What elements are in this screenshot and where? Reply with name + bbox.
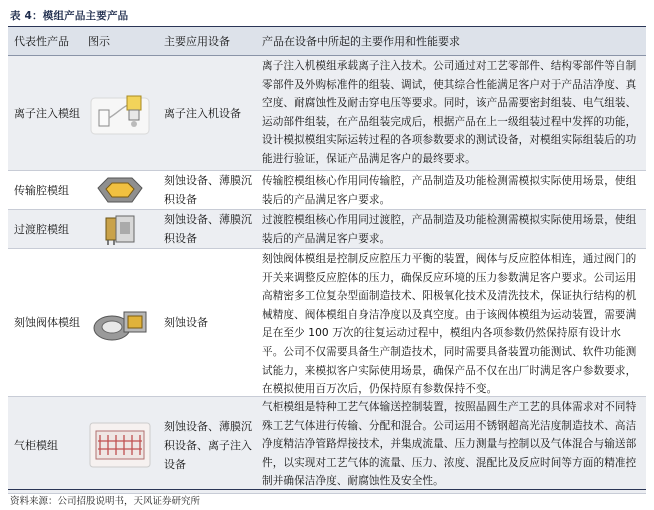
row-name: 过渡腔模组 <box>14 222 69 236</box>
row-equipment: 刻蚀设备、薄膜沉积设备 <box>164 213 252 245</box>
row-description: 过渡腔模组核心作用同过渡腔，产品制造及功能检测需模拟实际使用场景，使组装后的产品满足客户要求。 <box>262 214 637 245</box>
row-description: 气柜模组是特种工艺气体输送控制装置，按照晶圆生产工艺的具体需求对不同特殊工艺气体进行传输、分配和混合。公司运用不锈钢超高光洁度制造技术、高洁净度精洁净管路焊接技术，并集成流量、压力测量与控制以及气体混合与输送部件，以实现对工艺气体的流量、压力、浓度、混配比及反应时间等方面的精准控制并确保洁净度、耐腐蚀性及安全性。 <box>262 401 637 488</box>
table-row <box>8 397 646 494</box>
table-header <box>8 26 646 56</box>
row-name: 传输腔模组 <box>14 183 69 197</box>
row-name: 刻蚀阀体模组 <box>14 316 80 329</box>
row-equipment: 刻蚀设备、薄膜沉积设备、离子注入设备 <box>164 419 252 471</box>
transfer-chamber-icon <box>82 171 158 209</box>
row-description: 离子注入机模组承载离子注入技术。公司通过对工艺零部件、结构零部件等自制零部件及外购标准件的组装、调试，使其综合性能满足客户对于产品洁净度、真空度、耐腐蚀性及耐击穿电压等要求。同时，该产品需要密封组装、电气组装、运动部件组装，在产品组装完成后，根据产品在上一级组装过程中发挥的功能，设计模拟模组实际运转过程的各项参数要求的测试设备，对模组实际组装后的功能进行验证，保证产品满足客户的最终要求。 <box>262 60 637 165</box>
row-description: 刻蚀阀体模组是控制反应腔压力平衡的装置，阀体与反应腔体相连，通过阀门的开关来调整反应腔体的压力，确保反应环境的压力参数满足客户要求。公司运用高精密多工位复杂型面制造技术、阳极氧化技术及清洗技术，保证执行结构的机械精度、阀体模组自身洁净度以及真空度。由于该阀体模组为运动装置，需要满足在至少 100 万次的往复运动过程中，模组内各项参数仍然保持原有设计水平。公司不仅需要具备生产制造技术，同时需要具备装置功能测试、软件功能测试能力，来模拟客户实际使用场景，确保产品不仅在出厂时满足客户参数要求，在模拟使用百万次后，仍保持原有参数保持不变。 <box>262 253 637 396</box>
ion-implant-module-icon <box>82 56 158 170</box>
etch-valve-icon <box>82 249 158 396</box>
row-equipment: 离子注入机设备 <box>164 106 241 120</box>
row-name: 离子注入模组 <box>14 106 80 120</box>
header-name: 代表性产品 <box>14 35 69 48</box>
header-description: 产品在设备中所起的主要作用和性能要求 <box>262 35 460 48</box>
row-description: 传输腔模组核心作用同传输腔，产品制造及功能检测需模拟实际使用场景，使组装后的产品满足客户要求。 <box>262 175 637 206</box>
source-note: 资料来源：公司招股说明书，天风证券研究所 <box>10 496 201 507</box>
row-equipment: 刻蚀设备 <box>164 316 208 329</box>
gas-cabinet-icon <box>82 397 158 493</box>
transition-chamber-icon <box>82 210 158 248</box>
header-image: 图示 <box>88 35 110 48</box>
row-equipment: 刻蚀设备、薄膜沉积设备 <box>164 174 252 206</box>
product-table <box>8 26 646 494</box>
table-caption: 表 4：模组产品主要产品 <box>10 10 129 22</box>
table-row <box>8 249 646 397</box>
table-row <box>8 210 646 249</box>
table-row <box>8 56 646 171</box>
table-row <box>8 171 646 210</box>
row-name: 气柜模组 <box>14 438 58 452</box>
table-bottom-rule <box>8 489 646 490</box>
header-equipment: 主要应用设备 <box>164 35 230 48</box>
